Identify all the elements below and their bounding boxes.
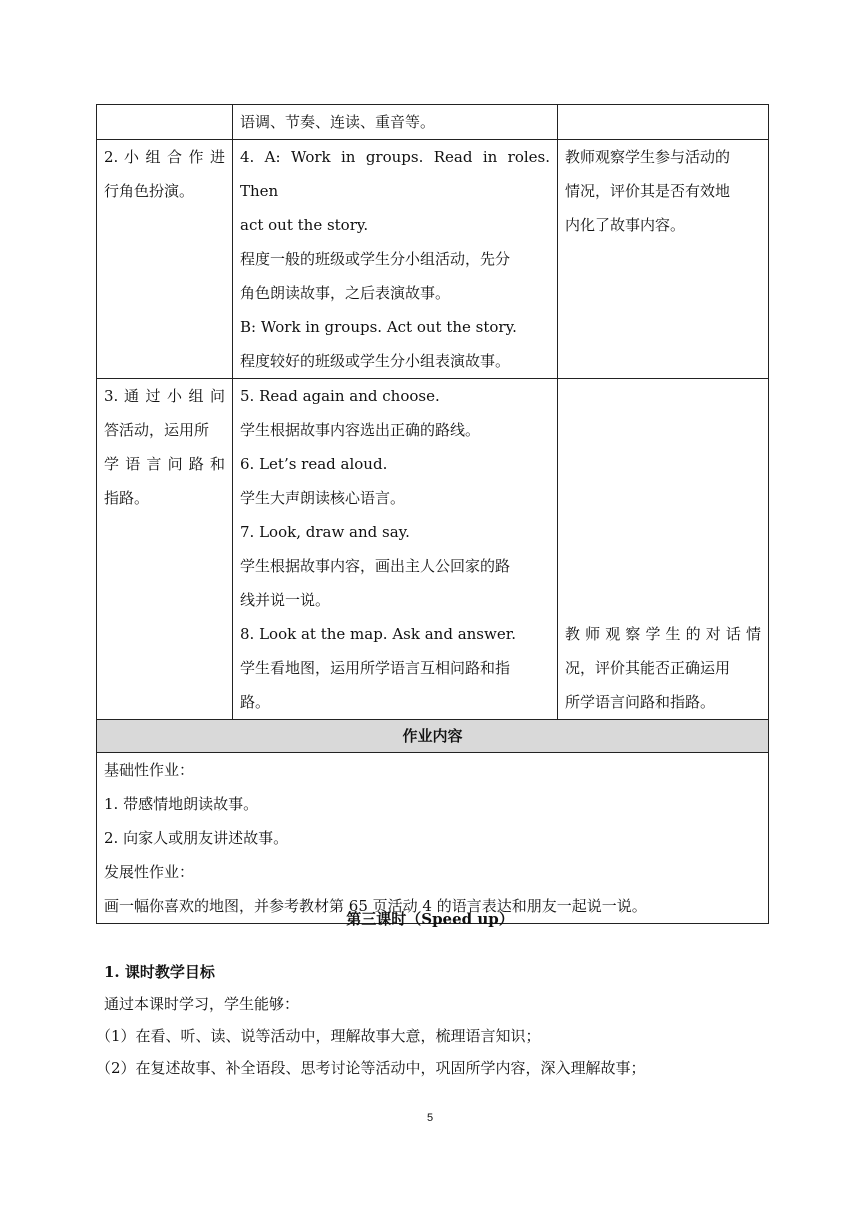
activity-line: 学生大声朗读核心语言。 — [240, 489, 406, 507]
objective-item: （1）在看、听、读、说等活动中，理解故事大意，梳理语言知识； — [96, 1027, 541, 1045]
table-row — [97, 140, 769, 379]
activity-line: 语调、节奏、连读、重音等。 — [240, 113, 436, 131]
assessment-line: 教师观察学生的对话情 — [565, 625, 761, 643]
activity-cell — [233, 140, 558, 379]
homework-line: 画一幅你喜欢的地图，并参考教材第 65 页活动 4 的语言表达和朋友一起说一说。 — [104, 897, 647, 915]
objectives-section — [96, 956, 764, 1084]
objective-item: （2）在复述故事、补全语段、思考讨论等活动中，巩固所学内容，深入理解故事； — [96, 1059, 646, 1077]
homework-line: 基础性作业： — [104, 761, 195, 779]
page-number: 5 — [426, 1112, 434, 1124]
assessment-cell — [558, 140, 769, 379]
assessment-line: 内化了故事内容。 — [565, 216, 686, 234]
activity-line: 线并说一说。 — [240, 591, 331, 609]
section-heading: 1. 课时教学目标 — [104, 963, 215, 981]
table-row — [97, 379, 769, 720]
activity-line: 7. Look, draw and say. — [240, 523, 410, 541]
table-row — [97, 105, 769, 140]
stage-line: 2. 小 组 合 作 进 — [104, 148, 225, 166]
assessment-line: 况，评价其能否正确运用 — [565, 659, 731, 677]
stage-cell — [97, 140, 233, 379]
stage-cell — [97, 105, 233, 140]
activity-line: act out the story. — [240, 216, 369, 234]
activity-line: 程度较好的班级或学生分小组表演故事。 — [240, 352, 511, 370]
assessment-line: 情况，评价其是否有效地 — [565, 182, 731, 200]
table-row — [97, 720, 769, 753]
activity-line: 4. A: Work in groups. Read in roles. Then — [240, 148, 550, 200]
stage-line: 答活动，运用所 — [104, 421, 210, 439]
lesson-plan-table — [96, 104, 769, 924]
homework-line: 1. 带感情地朗读故事。 — [104, 795, 259, 813]
activity-line: B: Work in groups. Act out the story. — [240, 318, 517, 336]
table-row — [97, 753, 769, 924]
objectives-intro: 通过本课时学习，学生能够： — [104, 995, 300, 1013]
homework-line: 2. 向家人或朋友讲述故事。 — [104, 829, 289, 847]
stage-line: 学 语 言 问 路 和 — [104, 455, 225, 473]
homework-cell — [97, 753, 769, 924]
activity-line: 5. Read again and choose. — [240, 387, 440, 405]
lesson-title: 第三课时（Speed up） — [346, 910, 514, 928]
activity-line: 学生根据故事内容，画出主人公回家的路 — [240, 557, 511, 575]
activity-line: 6. Let’s read aloud. — [240, 455, 388, 473]
activity-line: 8. Look at the map. Ask and answer. — [240, 625, 517, 643]
assessment-cell — [558, 379, 769, 720]
activity-line: 路。 — [240, 693, 271, 711]
activity-line: 程度一般的班级或学生分小组活动，先分 — [240, 250, 511, 268]
activity-line: 学生看地图，运用所学语言互相问路和指 — [240, 659, 511, 677]
activity-line: 学生根据故事内容选出正确的路线。 — [240, 421, 481, 439]
homework-header: 作业内容 — [97, 720, 769, 753]
activity-cell — [233, 379, 558, 720]
homework-line: 发展性作业： — [104, 863, 195, 881]
assessment-line: 所学语言问路和指路。 — [565, 693, 716, 711]
stage-line: 行角色扮演。 — [104, 182, 195, 200]
activity-cell — [233, 105, 558, 140]
stage-line: 指路。 — [104, 489, 150, 507]
stage-line: 3. 通 过 小 组 问 — [104, 387, 225, 405]
assessment-line: 教师观察学生参与活动的 — [565, 148, 731, 166]
activity-line: 角色朗读故事，之后表演故事。 — [240, 284, 451, 302]
assessment-cell — [558, 105, 769, 140]
stage-cell — [97, 379, 233, 720]
